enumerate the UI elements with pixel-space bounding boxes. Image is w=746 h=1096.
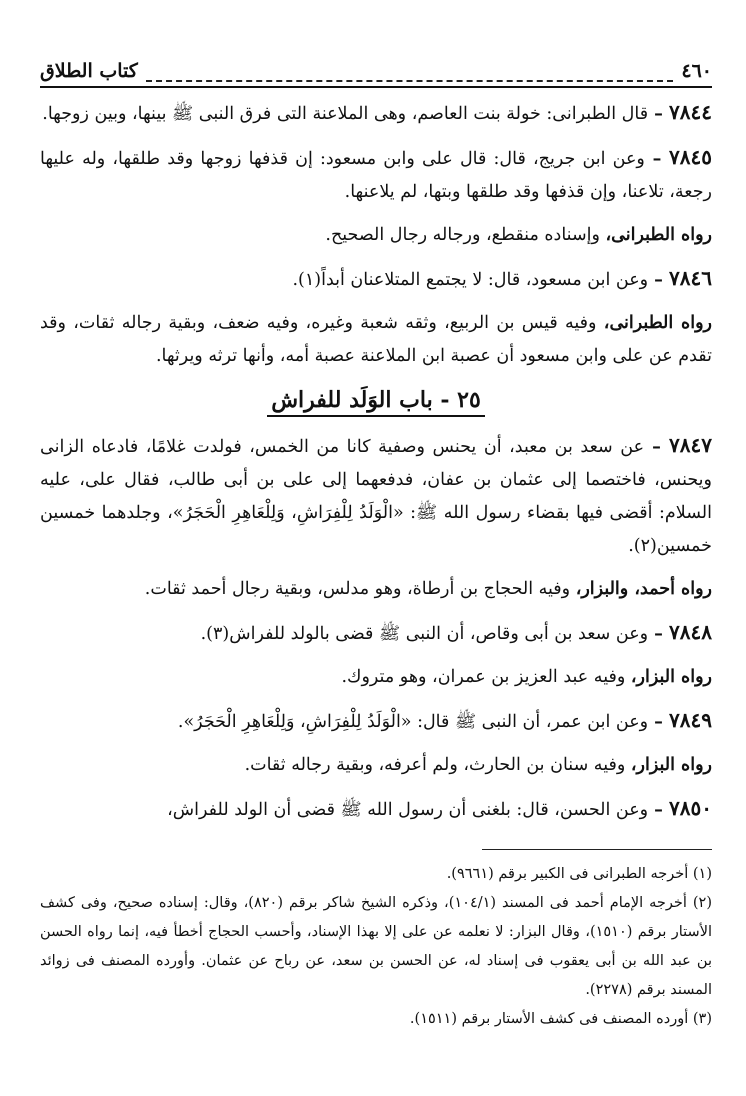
number-dash: – [644,149,670,169]
paragraph-text: وفيه سنان بن الحارث، ولم أعرفه، وبقية رجاله ثقات. [244,755,626,775]
source-attribution: رواه الطبرانى، [605,225,712,245]
number-dash: – [648,712,670,732]
section-after-chapter [40,429,712,827]
source-paragraph [40,307,712,373]
book-title: كتاب الطلاق [40,60,138,82]
footnotes [40,860,712,1034]
footnote-rule [482,849,712,850]
footnote: (٣) أورده المصنف فى كشف الأستار برقم (١٥١١). [409,1011,712,1027]
hadith-number: ٧٨٤٥ [669,145,712,169]
hadith-paragraph [40,262,712,297]
number-dash: – [648,104,670,124]
footnote: (١) أخرجه الطبرانى فى الكبير برقم (٩٦٦١). [446,866,712,882]
hadith-number: ٧٨٤٧ [669,433,712,457]
source-paragraph [40,661,712,694]
source-paragraph [40,219,712,252]
paragraph-text: وفيه الحجاج بن أرطاة، وهو مدلس، وبقية رجال أحمد ثقات. [144,579,571,599]
chapter-title: ٢٥ - باب الوَلَد للفراش [267,387,485,417]
paragraph-text: وعن الحسن، قال: بلغنى أن رسول الله ﷺ قضى أن الولد للفراش، [167,800,649,820]
number-dash: – [644,437,670,457]
page-body [40,96,712,1034]
page-header [40,56,712,82]
source-paragraph [40,573,712,606]
paragraph-text: وعن ابن جريج، قال: قال على وابن مسعود: إن قذفها زوجها وقد طلقها، وله عليها رجعة، تلاعنا، وإن قذفها وقد طلقها وبتها، لم يلاعنها. [40,149,712,202]
hadith-number: ٧٨٤٦ [669,266,712,290]
paragraph-text: وإسناده منقطع، ورجاله رجال الصحيح. [325,225,600,245]
number-dash: – [648,800,670,820]
source-paragraph [40,749,712,782]
source-attribution: رواه الطبرانى، [603,313,712,333]
paragraph-text: وفيه عبد العزيز بن عمران، وهو متروك. [341,667,626,687]
hadith-paragraph [40,141,712,209]
paragraph-text: وعن ابن مسعود، قال: لا يجتمع المتلاعنان أبداً(١). [292,270,649,290]
paragraph-text: عن سعد بن معبد، أن يحنس وصفية كانا من الخمس، فولدت غلامًا، فادعاه الزانى ويحنس، فاختصما إلى عثمان بن عفان، فدفعهما إلى على بن أبى طالب، فقال على، عليه السلام: أقضى فيها بقضاء رسول الله ﷺ: «الْوَلَدُ لِلْفِرَاشِ، وَلِلْعَاهِرِ الْحَجَرُ»، وجلدهما خمسين خمسين(٢). [40,437,712,556]
paragraph-text: قال الطبرانى: خولة بنت العاصم، وهى الملاعنة التى فرق النبى ﷺ بينها، وبين زوجها. [42,104,649,124]
header-rule [40,86,712,88]
hadith-paragraph [40,616,712,651]
source-attribution: رواه أحمد، والبزار، [575,579,712,599]
hadith-paragraph [40,429,712,563]
header-dashes [146,70,674,82]
hadith-number: ٧٨٤٨ [669,620,712,644]
hadith-number: ٧٨٥٠ [669,796,712,820]
hadith-paragraph [40,704,712,739]
paragraph-text: وعن سعد بن أبى وقاص، أن النبى ﷺ قضى بالولد للفراش(٣). [200,624,649,644]
source-attribution: رواه البزار، [630,755,712,775]
chapter-heading [40,383,712,417]
paragraph-text: وعن ابن عمر، أن النبى ﷺ قال: «الْوَلَدُ لِلْفِرَاشِ، وَلِلْعَاهِرِ الْحَجَرُ». [177,712,649,732]
source-attribution: رواه البزار، [630,667,712,687]
hadith-paragraph [40,96,712,131]
number-dash: – [648,270,670,290]
hadith-number: ٧٨٤٩ [669,708,712,732]
document-page [40,56,712,1086]
paragraph-text: وفيه قيس بن الربيع، وثقه شعبة وغيره، وفيه ضعف، وبقية رجاله ثقات، وقد تقدم عن على وابن مسعود أن عصبة ابن الملاعنة عصبة أمه، وأنها ترثه ويرثها. [40,313,712,366]
hadith-paragraph [40,792,712,827]
number-dash: – [648,624,670,644]
footnote: (٢) أخرجه الإمام أحمد فى المسند (١٠٤/١)، وذكره الشيخ شاكر برقم (٨٢٠)، وقال: إسناده صحيح، وفى كشف الأستار برقم (١٥١٠)، وقال البزار: لا نعلمه عن على إلا بهذا الإسناد، وأحسب الحجاج أخطأ فيه، إنما رواه الحسن بن عبد الله بن أبى يعقوب فى إسناد له، عن الحسن بن سعد، عن رباح عن عثمان. وأورده المصنف فى زوائد المسند برقم (٢٢٧٨). [40,895,712,998]
page-number: ٤٦٠ [681,60,712,82]
section-before-chapter [40,96,712,373]
hadith-number: ٧٨٤٤ [669,100,712,124]
